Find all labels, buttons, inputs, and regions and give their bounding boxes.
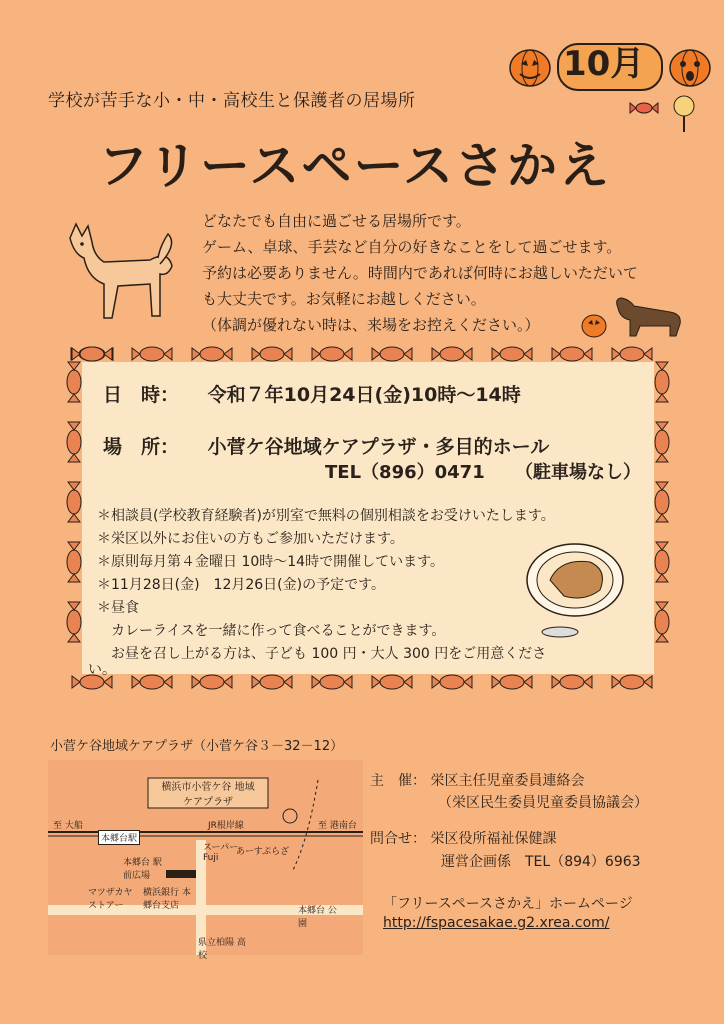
map-park-label: 本郷台 公園: [298, 906, 337, 929]
contact-row: [370, 828, 556, 848]
small-dog-illustration: [578, 292, 688, 340]
intro-line: 予約は必要ありません。時間内であれば何時にお越しいただいて: [202, 264, 638, 282]
map-station-label: 本郷台駅: [98, 830, 140, 845]
map-plaza-label: 本郷台 駅前広場: [123, 858, 162, 881]
date-label: 日 時：: [103, 384, 180, 406]
contact-label: 問合せ：: [370, 831, 426, 847]
homepage-label: 「フリースペースさかえ」ホームページ: [383, 896, 633, 912]
map-station-label: 至 大船: [53, 821, 83, 831]
map-caption: 小菅ケ谷地域ケアプラザ（小菅ケ谷３－32－12）: [50, 739, 344, 754]
page-subtitle: 学校が苦手な小・中・高校生と保護者の居場所: [48, 91, 416, 111]
access-map: [48, 760, 363, 961]
place-label: 場 所：: [103, 436, 180, 458]
organizer-name: 栄区主任児童委員連絡会: [430, 773, 585, 789]
note-item: ＊相談員(学校教育経験者)が別室で無料の個別相談をお受けいたします。: [97, 508, 555, 524]
event-date-row: [103, 380, 521, 407]
note-item: ＊昼食: [97, 600, 139, 616]
dog-illustration: [60, 220, 185, 325]
intro-line: ゲーム、卓球、手芸など自分の好きなことをして過ごせます。: [202, 238, 622, 256]
map-store-label: マツザカヤ ストアー: [88, 888, 133, 911]
note-item: カレーライスを一緒に作って食べることができます。: [97, 623, 446, 639]
map-store-label: スーパー Fuji: [203, 843, 239, 863]
parking-note: （駐車場なし）: [515, 462, 641, 483]
place-value: 小菅ケ谷地域ケアプラザ・多目的ホール: [207, 436, 550, 458]
contact-phone: 運営企画係 TEL（894）6963: [441, 854, 641, 870]
map-community-label: あーすぷらざ: [236, 847, 290, 857]
homepage-link[interactable]: http://fspacesakae.g2.xrea.com/: [383, 915, 610, 931]
note-item: い。: [88, 662, 116, 678]
event-place-row: [103, 432, 549, 459]
map-direction-label: 至 港南台: [318, 821, 357, 831]
pumpkin-icon: [670, 50, 710, 86]
intro-line: （体調が優れない時は、来場をお控えください。）: [202, 316, 540, 334]
note-item: ＊栄区以外にお住いの方もご参加いただけます。: [97, 531, 404, 547]
page-title: フリースペースさかえ: [98, 137, 611, 195]
intro-line: も大丈夫です。お気軽にお越しください。: [202, 290, 486, 308]
map-school-label: 県立柏陽 高校: [198, 938, 246, 961]
contact-name: 栄区役所福祉保健課: [430, 831, 557, 847]
organizer-row: [370, 770, 584, 790]
map-bank-label: 横浜銀行 本郷台支店: [143, 888, 191, 911]
organizer-name-sub: （栄区民生委員児童委員協議会）: [438, 795, 648, 811]
note-item: ＊原則毎月第４金曜日 10時～14時で開催しています。: [97, 554, 444, 570]
phone-number: TEL（896）0471: [325, 462, 485, 483]
date-value: 令和７年10月24日(金)10時～14時: [207, 384, 521, 406]
intro-line: どなたでも自由に過ごせる居場所です。: [202, 212, 471, 230]
organizer-label: 主 催：: [370, 773, 426, 789]
month-label: 10月: [563, 44, 645, 84]
curry-plate-illustration: [520, 540, 630, 640]
note-item: ＊11月28日(金) 12月26日(金)の予定です。: [97, 577, 385, 593]
map-facility-label: 横浜市小菅ケ谷 地域ケアプラザ: [161, 782, 255, 808]
map-railway-label: JR根岸線: [208, 821, 244, 831]
candy-icon: [622, 92, 702, 132]
pumpkin-icon: [510, 50, 550, 86]
note-item: お昼を召し上がる方は、子ども 100 円・大人 300 円をご用意くださ: [97, 646, 547, 662]
